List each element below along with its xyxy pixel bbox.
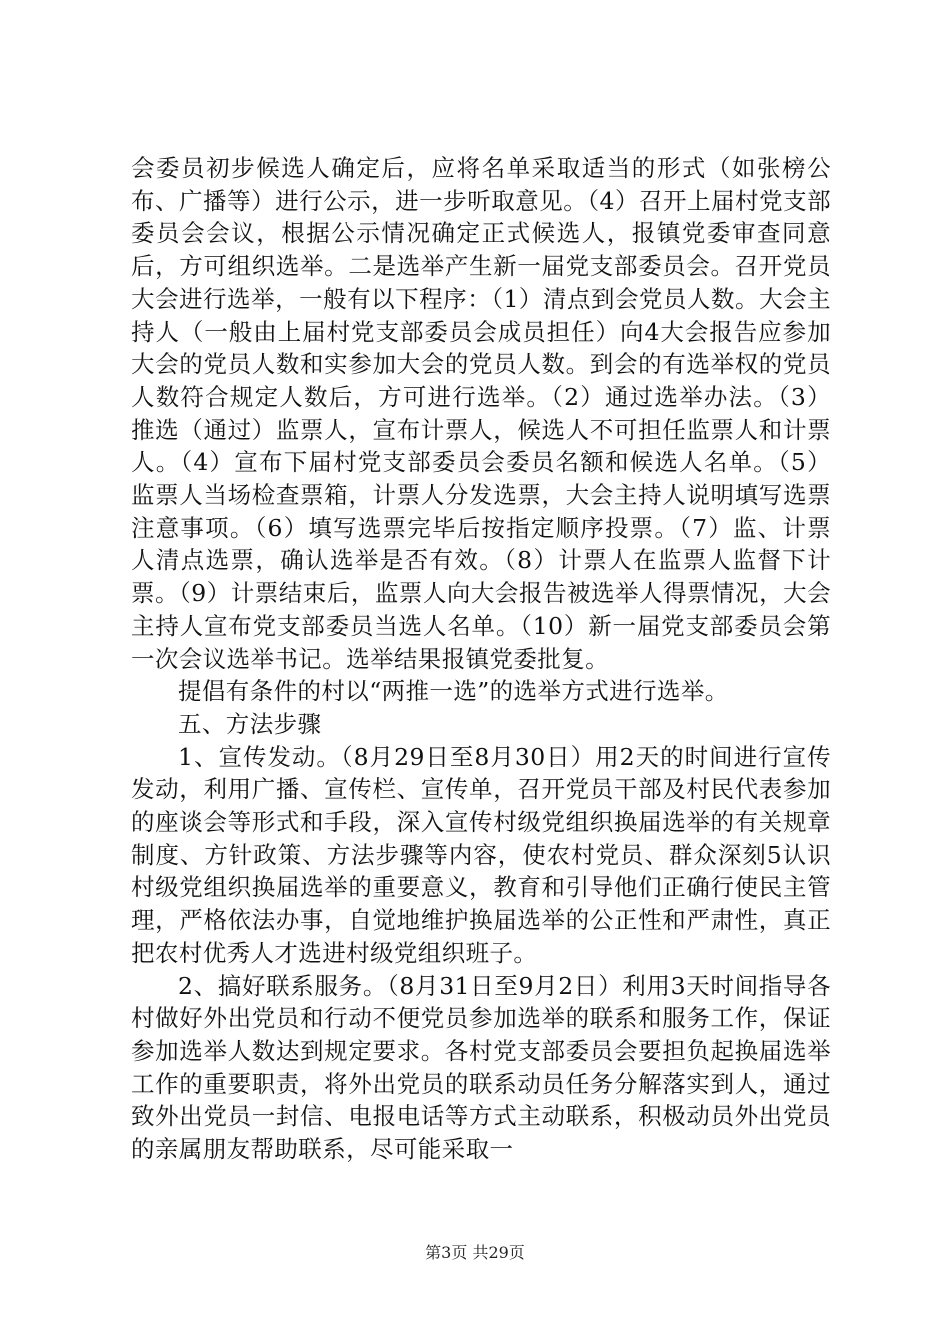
document-body <box>131 152 831 1166</box>
section-heading-method-steps: 五、方法步骤 <box>178 709 322 738</box>
paragraph-election-procedure: 会委员初步候选人确定后，应将名单采取适当的形式（如张榜公布、广播等）进行公示，进一步听取意见。（4）召开上届村党支部委员会会议，根据公示情况确定正式候选人，报镇党委审查同意后，方可组织选举。二是选举产生新一届党支部委员会。召开党员大会进行选举，一般有以下程序：（1）清点到会党员人数。大会主持人（一般由上届村党支部委员会成员担任）向4大会报告应参加大会的党员人数和实参加大会的党员人数。到会的有选举权的党员人数符合规定人数后，方可进行选举。（2）通过选举办法。（3）推选（通过）监票人，宣布计票人，候选人不可担任监票人和计票人。（4）宣布下届村党支部委员会委员名额和候选人名单。（5）监票人当场检查票箱，计票人分发选票，大会主持人说明填写选票注意事项。（6）填写选票完毕后按指定顺序投票。（7）监、计票人清点选票，确认选举是否有效。（8）计票人在监票人监督下计票。（9）计票结束后，监票人向大会报告被选举人得票情况，大会主持人宣布党支部委员当选人名单。（10）新一届党支部委员会第一次会议选举书记。选举结果报镇党委批复。 <box>131 154 831 673</box>
paragraph-step-liaison-service: 2、搞好联系服务。（8月31日至9月2日）利用3天时间指导各村做好外出党员和行动不便党员参加选举的联系和服务工作，保证参加选举人数达到规定要求。各村党支部委员会要担负起换届选举工作的重要职责，将外出党员的联系动员任务分解落实到人，通过致外出党员一封信、电报电话等方式主动联系，积极动员外出党员的亲属朋友帮助联系，尽可能采取一 <box>131 971 831 1164</box>
paragraph-two-recommend-one-select: 提倡有条件的村以“两推一选”的选举方式进行选举。 <box>178 677 729 706</box>
page-number-footer: 第3页 共29页 <box>425 1243 525 1262</box>
paragraph-step-publicity: 1、宣传发动。（8月29日至8月30日）用2天的时间进行宣传发动，利用广播、宣传栏、宣传单，召开党员干部及村民代表参加的座谈会等形式和手段，深入宣传村级党组织换届选举的有关规章制度、方针政策、方法步骤等内容，使农村党员、群众深刻5认识村级党组织换届选举的重要意义，教育和引导他们正确行使民主管理，严格依法办事，自觉地维护换届选举的公正性和严肃性，真正把农村优秀人才选进村级党组织班子。 <box>131 742 831 967</box>
